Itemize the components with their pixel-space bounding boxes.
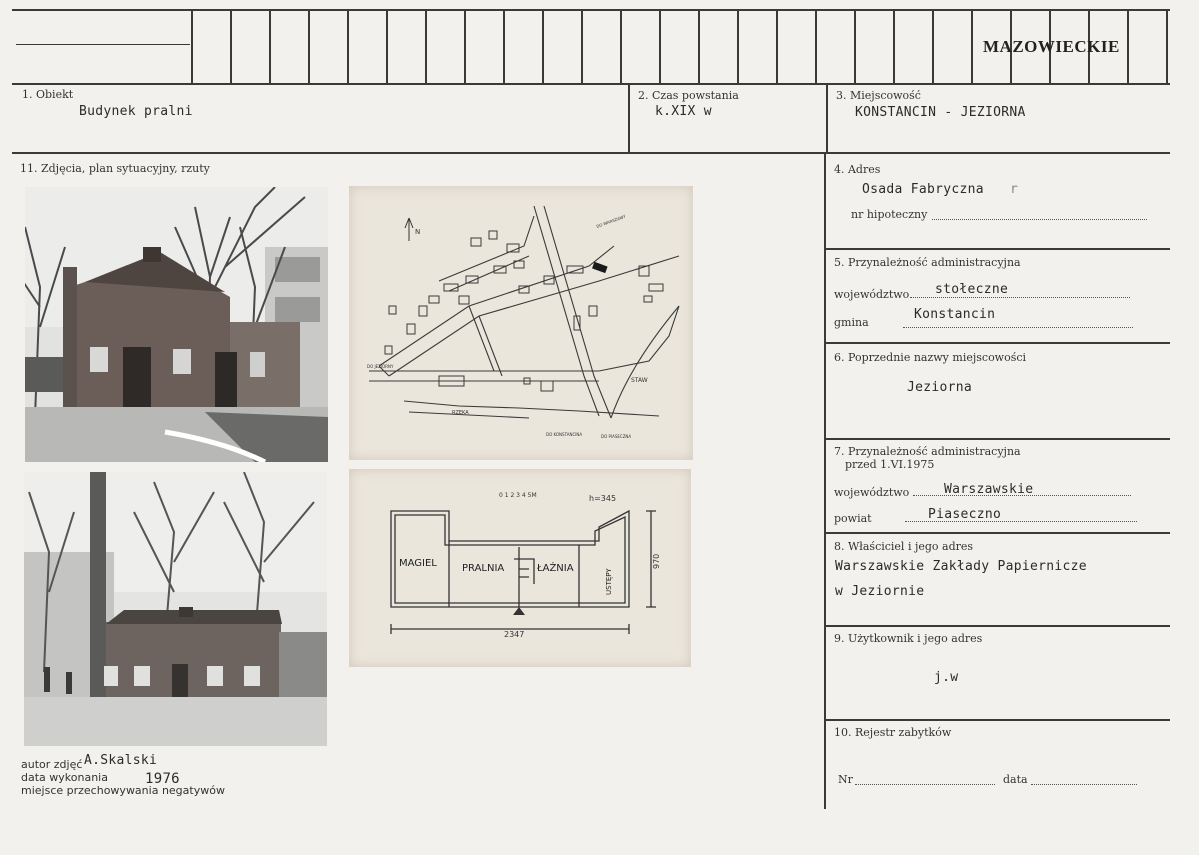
wlasciciel-line2: w Jeziornie [835, 584, 925, 599]
zdjecia-label: 11. Zdjęcia, plan sytuacyjny, rzuty [20, 162, 210, 175]
woj-dots [910, 297, 1130, 298]
wlasciciel-label: 8. Właściciel i jego adres [834, 540, 974, 553]
plan-scale: 0 1 2 3 4 5M [499, 492, 537, 499]
header-cell-divider [542, 9, 544, 84]
autor-label: autor zdjęć [21, 758, 83, 771]
header-cell-divider [581, 9, 583, 84]
autor-value: A.Skalski [84, 753, 158, 768]
uzytkownik-label: 9. Użytkownik i jego adres [834, 632, 983, 645]
adres-label: 4. Adres [834, 163, 881, 176]
miejsce-label: miejsce przechowywania negatywów [21, 784, 225, 797]
row7-bottom-line [826, 532, 1170, 534]
header-cell-divider [269, 9, 271, 84]
header-cell-divider [854, 9, 856, 84]
row9-bottom-line [826, 719, 1170, 721]
situation-map-sketch [349, 186, 693, 460]
row1-divider-1 [628, 84, 630, 152]
header-cell-divider [971, 9, 973, 84]
row5-bottom-line [826, 342, 1170, 344]
uzytkownik-value: j.w [934, 670, 959, 685]
header-cell-divider [347, 9, 349, 84]
rejestr-data-dots [1031, 784, 1137, 785]
poprzednie-value: Jeziorna [907, 380, 973, 395]
row8-bottom-line [826, 625, 1170, 627]
rejestr-nr-label: Nr [838, 773, 853, 786]
header-cell-divider [1166, 9, 1168, 84]
gmina-label: gmina [834, 316, 869, 329]
poprzednie-label: 6. Poprzednie nazwy miejscowości [834, 351, 1027, 364]
przed-woj-label: województwo [834, 486, 910, 499]
data-wykonania-label: data wykonania [21, 771, 108, 784]
photo-building-front [25, 187, 328, 462]
gmina-dots [903, 327, 1133, 328]
header-cell-divider [308, 9, 310, 84]
right-column-divider [824, 152, 826, 809]
przed-label: 7. Przynależność administracyjna [834, 445, 1021, 458]
header-cell-divider [737, 9, 739, 84]
data-wykonania-value: 1976 [145, 771, 180, 787]
map-do-piaseczna-label: DO PIASECZNA [601, 434, 632, 439]
region-name: MAZOWIECKIE [983, 37, 1120, 56]
adres-value: Osada Fabryczna [862, 182, 984, 197]
header-cell-divider [698, 9, 700, 84]
map-do-jeziorny-label: DO JEZIORNY [367, 364, 394, 369]
header-left-border [191, 9, 193, 84]
powiat-label: powiat [834, 512, 872, 525]
hipoteczny-label: nr hipoteczny [851, 208, 928, 221]
czas-label: 2. Czas powstania [638, 89, 739, 102]
rejestr-label: 10. Rejestr zabytków [834, 726, 952, 739]
header-cell-divider [659, 9, 661, 84]
adres-value-suffix: r [1010, 182, 1019, 197]
przed-label2: przed 1.VI.1975 [845, 458, 935, 471]
plan-dim-width: 2347 [504, 630, 525, 639]
powiat-dots [905, 521, 1137, 522]
row4-bottom-line [826, 248, 1170, 250]
map-do-warszawy-label: DO WARSZAWY [595, 213, 627, 229]
header-cell-divider [932, 9, 934, 84]
header-cell-divider [503, 9, 505, 84]
header-cell-divider [815, 9, 817, 84]
plan-dim-depth: 970 [652, 553, 661, 569]
przed-woj-dots [913, 495, 1131, 496]
header-cell-divider [776, 9, 778, 84]
hipoteczny-dots [932, 219, 1147, 220]
map-do-konstancina-label: DO KONSTANCINA [546, 432, 583, 437]
obiekt-value: Budynek pralni [79, 104, 193, 119]
miejscowosc-label: 3. Miejscowość [836, 89, 921, 102]
rejestr-data-label: data [1003, 773, 1028, 786]
plan-room-magiel: MAGIEL [399, 558, 437, 569]
czas-value: k.XIX w [655, 104, 712, 119]
powiat-value: Piaseczno [928, 507, 1002, 522]
plan-room-pralnia: PRALNIA [462, 563, 505, 574]
header-cell-divider [230, 9, 232, 84]
header-cell-divider [620, 9, 622, 84]
obiekt-label: 1. Obiekt [22, 88, 74, 101]
plan-height: h=345 [589, 494, 617, 503]
wlasciciel-line1: Warszawskie Zakłady Papiernicze [835, 559, 1087, 574]
plan-room-laznia: ŁAŹNIA [537, 563, 574, 574]
floor-plan-sketch [349, 469, 691, 667]
map-stain-label: STAW [631, 377, 648, 384]
woj-label: województwo [834, 288, 910, 301]
plan-room-ustepy: USTĘPY [605, 568, 613, 595]
header-cell-divider [425, 9, 427, 84]
header-bottom-line [12, 83, 1170, 85]
photo-building-side [24, 472, 327, 746]
map-rzeka-label: RZEKA [452, 410, 469, 416]
przynaleznosc-label: 5. Przynależność administracyjna [834, 256, 1021, 269]
rejestr-nr-dots [855, 784, 995, 785]
miejscowosc-value: KONSTANCIN - JEZIORNA [855, 105, 1026, 120]
row6-bottom-line [826, 438, 1170, 440]
header-top-line [12, 9, 1170, 11]
map-north-label: N [415, 228, 421, 236]
header-short-line [16, 44, 190, 45]
header-cell-divider [464, 9, 466, 84]
header-cell-divider [893, 9, 895, 84]
header-cell-divider [1127, 9, 1129, 84]
woj-value: stołeczne [935, 282, 1009, 297]
przed-woj-value: Warszawskie [944, 482, 1034, 497]
row1-bottom-line [12, 152, 1170, 154]
gmina-value: Konstancin [914, 307, 996, 322]
header-cell-divider [386, 9, 388, 84]
row1-divider-2 [826, 84, 828, 152]
